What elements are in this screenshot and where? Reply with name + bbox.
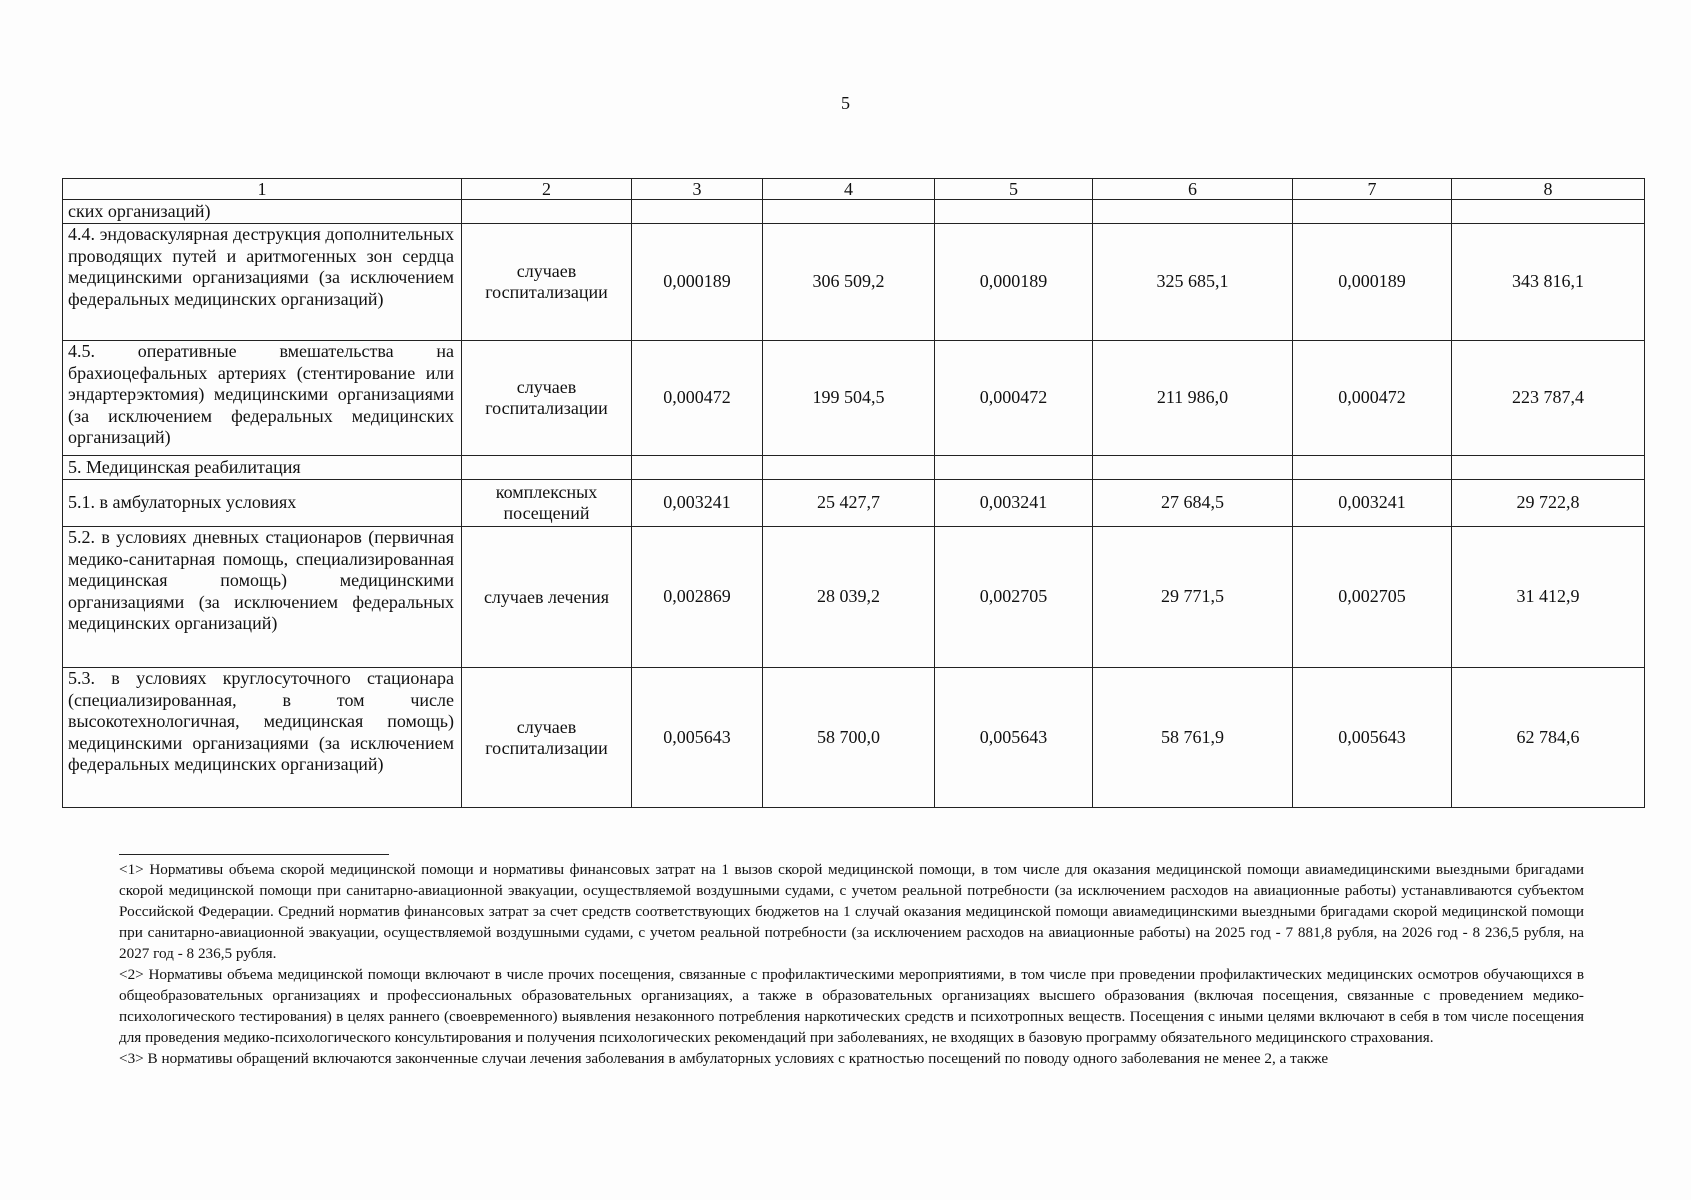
column-number-7: 7 bbox=[1293, 179, 1452, 200]
row-value: 0,005643 bbox=[935, 668, 1093, 808]
row-description: ских организаций) bbox=[63, 200, 462, 224]
table-row bbox=[63, 200, 1645, 224]
row-value: 325 685,1 bbox=[1093, 224, 1293, 341]
row-value: 25 427,7 bbox=[763, 480, 935, 527]
row-unit: случаев лечения bbox=[462, 527, 632, 668]
row-value bbox=[632, 456, 763, 480]
row-unit: случаев госпитализации bbox=[462, 224, 632, 341]
row-value bbox=[1293, 456, 1452, 480]
row-value bbox=[1452, 200, 1645, 224]
table-row bbox=[63, 456, 1645, 480]
row-description: 5. Медицинская реабилитация bbox=[63, 456, 462, 480]
row-value: 0,003241 bbox=[1293, 480, 1452, 527]
row-description: 5.2. в условиях дневных стационаров (первичная медико-санитарная помощь, специализированная медицинская помощь) медицинскими организациями (за исключением федеральных медицинских организаций) bbox=[63, 527, 462, 668]
column-number-3: 3 bbox=[632, 179, 763, 200]
table-row bbox=[63, 527, 1645, 668]
footnote-2: <2> Нормативы объема медицинской помощи включают в числе прочих посещения, связанные с профилактическими мероприятиями, в том числе при проведении профилактических медицинских осмотров обучающихся в общеобразовательных организациях и профессиональных образовательных организациях, а также в образовательных организациях высшего образования (включая посещения, связанные с проведением медико-психологического тестирования) в целях раннего (своевременного) выявления незаконного потребления наркотических средств и психотропных веществ. Посещения с иными целями включают в себя в том числе посещения для проведения медико-психологического консультирования и получения психологических рекомендаций при заболеваниях, не входящих в базовую программу обязательного медицинского страхования. bbox=[119, 966, 1584, 1046]
row-value: 0,000472 bbox=[1293, 341, 1452, 456]
table-row bbox=[63, 480, 1645, 527]
row-value bbox=[1093, 456, 1293, 480]
row-value: 58 761,9 bbox=[1093, 668, 1293, 808]
row-value bbox=[763, 456, 935, 480]
row-value: 0,002869 bbox=[632, 527, 763, 668]
row-unit bbox=[462, 456, 632, 480]
row-value: 0,000472 bbox=[632, 341, 763, 456]
row-value bbox=[935, 456, 1093, 480]
footnote-3: <3> В нормативы обращений включаются законченные случаи лечения заболевания в амбулаторных условиях с кратностью посещений по поводу одного заболевания не менее 2, а также bbox=[119, 1050, 1329, 1067]
row-unit: случаев госпитализации bbox=[462, 668, 632, 808]
table-row bbox=[63, 224, 1645, 341]
column-number-6: 6 bbox=[1093, 179, 1293, 200]
row-description: 4.4. эндоваскулярная деструкция дополнительных проводящих путей и аритмогенных зон сердца медицинскими организациями (за исключением федеральных медицинских организаций) bbox=[63, 224, 462, 341]
row-value: 58 700,0 bbox=[763, 668, 935, 808]
row-value: 343 816,1 bbox=[1452, 224, 1645, 341]
row-value: 28 039,2 bbox=[763, 527, 935, 668]
row-description: 5.3. в условиях круглосуточного стационара (специализированная, в том числе высокотехнологичная, медицинская помощь) медицинскими организациями (за исключением федеральных медицинских организаций) bbox=[63, 668, 462, 808]
row-value: 199 504,5 bbox=[763, 341, 935, 456]
row-value bbox=[935, 200, 1093, 224]
footnote-1: <1> Нормативы объема скорой медицинской помощи и нормативы финансовых затрат на 1 вызов скорой медицинской помощи, в том числе для оказания медицинской помощи авиамедицинскими выездными бригадами скорой медицинской помощи при санитарно-авиационной эвакуации, осуществляемой воздушными судами, с учетом реальной потребности (за исключением расходов на авиационные работы) устанавливаются субъектом Российской Федерации. Средний норматив финансовых затрат за счет средств соответствующих бюджетов на 1 случай оказания медицинской помощи авиамедицинскими выездными бригадами скорой медицинской помощи при санитарно-авиационной эвакуации, осуществляемой воздушными судами, с учетом реальной потребности (за исключением расходов на авиационные работы) на 2025 год - 7 881,8 рубля, на 2026 год - 8 236,5 рубля, на 2027 год - 8 236,5 рубля. bbox=[119, 861, 1584, 962]
row-value bbox=[763, 200, 935, 224]
row-value bbox=[1452, 456, 1645, 480]
row-value bbox=[632, 200, 763, 224]
row-unit: случаев госпитализации bbox=[462, 341, 632, 456]
row-value: 306 509,2 bbox=[763, 224, 935, 341]
row-value: 0,005643 bbox=[632, 668, 763, 808]
table-row bbox=[63, 668, 1645, 808]
row-value: 0,005643 bbox=[1293, 668, 1452, 808]
column-number-1: 1 bbox=[63, 179, 462, 200]
column-number-5: 5 bbox=[935, 179, 1093, 200]
row-value: 27 684,5 bbox=[1093, 480, 1293, 527]
row-value: 62 784,6 bbox=[1452, 668, 1645, 808]
row-value: 0,002705 bbox=[935, 527, 1093, 668]
page-number: 5 bbox=[841, 93, 850, 113]
column-number-2: 2 bbox=[462, 179, 632, 200]
row-value: 0,000189 bbox=[632, 224, 763, 341]
footnote-separator bbox=[119, 854, 389, 855]
row-value: 0,002705 bbox=[1293, 527, 1452, 668]
row-description: 5.1. в амбулаторных условиях bbox=[63, 480, 462, 527]
row-unit bbox=[462, 200, 632, 224]
footnotes bbox=[119, 859, 1584, 1069]
row-value: 223 787,4 bbox=[1452, 341, 1645, 456]
row-value: 0,000472 bbox=[935, 341, 1093, 456]
row-value bbox=[1093, 200, 1293, 224]
row-value: 0,000189 bbox=[1293, 224, 1452, 341]
row-unit: комплексных посещений bbox=[462, 480, 632, 527]
row-value: 31 412,9 bbox=[1452, 527, 1645, 668]
column-number-row bbox=[63, 179, 1645, 200]
row-value: 0,003241 bbox=[935, 480, 1093, 527]
table-row bbox=[63, 341, 1645, 456]
column-number-8: 8 bbox=[1452, 179, 1645, 200]
row-value: 29 722,8 bbox=[1452, 480, 1645, 527]
row-value: 0,000189 bbox=[935, 224, 1093, 341]
norms-table bbox=[62, 178, 1645, 808]
row-value bbox=[1293, 200, 1452, 224]
row-value: 0,003241 bbox=[632, 480, 763, 527]
column-number-4: 4 bbox=[763, 179, 935, 200]
row-value: 211 986,0 bbox=[1093, 341, 1293, 456]
row-value: 29 771,5 bbox=[1093, 527, 1293, 668]
row-description: 4.5. оперативные вмешательства на брахиоцефальных артериях (стентирование или эндартерэктомия) медицинскими организациями (за исключением федеральных медицинских организаций) bbox=[63, 341, 462, 456]
